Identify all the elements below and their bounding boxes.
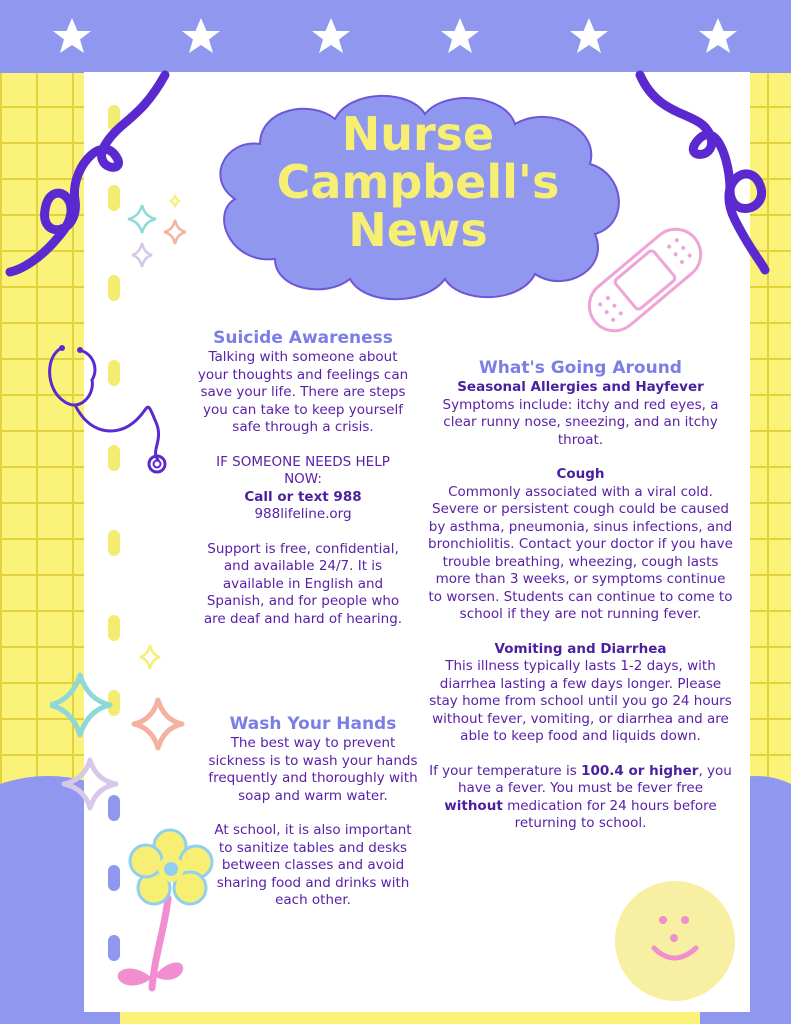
title-line-3: News bbox=[348, 203, 488, 257]
vomiting-body: This illness typically lasts 1-2 days, with diarrhea lasting a few days longer. Please stay home from school until you go 24 hours without fever, vomiting, or diarrhea and are able to keep food and liquids down. bbox=[429, 658, 732, 744]
whats-going-around-section bbox=[428, 357, 733, 833]
star-icon bbox=[53, 18, 91, 53]
fever-text-2: , you have a fever. You must be fever free bbox=[457, 762, 732, 796]
star-icon bbox=[441, 18, 479, 53]
fever-text-3: medication for 24 hours before returning to school. bbox=[502, 797, 717, 831]
title-line-1: Nurse bbox=[341, 107, 495, 161]
allergies-body: Symptoms include: itchy and red eyes, a clear runny nose, sneezing, and an itchy throat. bbox=[442, 396, 719, 448]
call-text: Call or text 988 bbox=[244, 488, 362, 505]
cough-body: Commonly associated with a viral cold. Severe or persistent cough could be caused by asthma, pneumonia, sinus infections, and bronchiolitis. Contact your doctor if you have trouble breathing, wheezing, cough lasts more than 3 weeks, or symptoms continue to worsen. Students can continue to come to school if they are not running fever. bbox=[428, 483, 733, 622]
suicide-awareness-body: Talking with someone about your thoughts and feelings can save your life. There are steps you can take to keep yourself safe through a crisis. bbox=[197, 349, 409, 435]
sparkles-small-icon bbox=[120, 195, 200, 285]
allergies-subheading: Seasonal Allergies and Hayfever bbox=[457, 379, 704, 395]
bandage-icon bbox=[575, 215, 715, 345]
star-icon bbox=[312, 18, 350, 53]
support-info: Support is free, confidential, and available 24/7. It is available in English and Spanish, and for people who are deaf and hard of hearing. bbox=[203, 540, 403, 627]
title-line-2: Campbell's bbox=[276, 155, 560, 209]
vomiting-subheading: Vomiting and Diarrhea bbox=[494, 640, 667, 657]
star-icon bbox=[570, 18, 608, 53]
suicide-awareness-section bbox=[196, 327, 410, 628]
sparkles-large-icon bbox=[50, 640, 200, 840]
lifeline-link[interactable]: 988lifeline.org bbox=[254, 506, 352, 522]
help-prompt: IF SOMEONE NEEDS HELP NOW: bbox=[216, 453, 390, 487]
wash-hands-section bbox=[206, 713, 420, 910]
wash-hands-school: At school, it is also important to sanitize tables and desks between classes and avoid sharing food and drinks with each other. bbox=[214, 822, 412, 908]
star-icon bbox=[699, 18, 737, 53]
wash-hands-heading: Wash Your Hands bbox=[229, 714, 397, 734]
wash-hands-body: The best way to prevent sickness is to wash your hands frequently and thoroughly with soap and warm water. bbox=[208, 735, 418, 804]
whats-going-around-heading: What's Going Around bbox=[479, 358, 682, 378]
smiley-face-icon bbox=[612, 878, 738, 1004]
fever-text-1: If your temperature is bbox=[429, 762, 582, 779]
fever-threshold: 100.4 or higher bbox=[581, 762, 699, 779]
fever-without: without bbox=[444, 797, 503, 814]
star-icon bbox=[182, 18, 220, 53]
stethoscope-icon bbox=[40, 340, 175, 475]
suicide-awareness-heading: Suicide Awareness bbox=[213, 328, 393, 348]
flower-icon bbox=[110, 828, 220, 998]
cough-subheading: Cough bbox=[556, 466, 605, 482]
fever-info bbox=[428, 763, 733, 833]
newsletter-title bbox=[248, 107, 588, 257]
